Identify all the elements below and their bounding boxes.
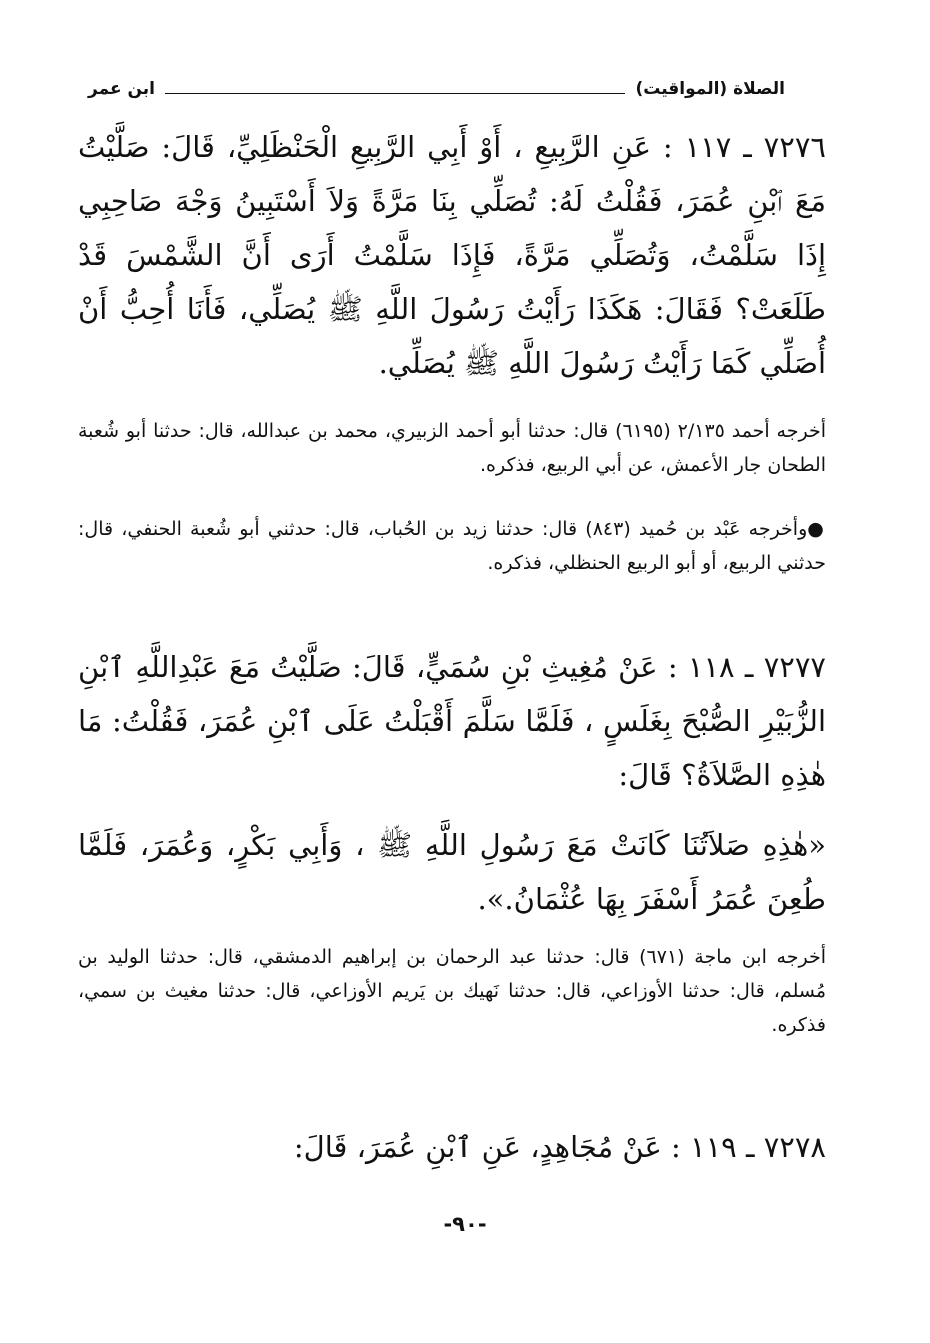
takhrij-text: أخرجه أحمد ٢/١٣٥ (٦١٩٥) قال: حدثنا أبو أحمد الزبيري، محمد بن عبدالله، قال: حدثنا أبو شُعبة الطحان جار الأعمش، عن أبي الربيع، فذكره. [78, 420, 826, 476]
hadith-number: ٧٢٧٧ ـ ١١٨ : [667, 650, 826, 684]
running-header [88, 76, 785, 102]
takhrij-note [78, 512, 826, 580]
hadith-text: عَنْ مُغِيثِ بْنِ سُمَيٍّ، قَالَ: صَلَّيْتُ مَعَ عَبْدِاللَّهِ ٱبْنِ الزُّبَيْرِ الصُّبْحَ بِغَلَسٍ ، فَلَمَّا سَلَّمَ أَقْبَلْتُ عَلَى ٱبْنِ عُمَرَ، فَقُلْتُ: مَا هٰذِهِ الصَّلاَةُ؟ قَالَ: [78, 650, 826, 792]
hadith-7276 [78, 120, 826, 390]
header-rule [165, 93, 625, 94]
hadith-number: ٧٢٧٦ ـ ١١٧ : [662, 130, 826, 164]
hadith-quote [78, 818, 826, 926]
takhrij-note [78, 940, 826, 1042]
takhrij-text: أخرجه ابن ماجة (٦٧١) قال: حدثنا عبد الرحمان بن إبراهيم الدمشقي، قال: حدثنا الوليد بن مُسلم، قال: حدثنا الأوزاعي، قال: حدثنا نَهيك بن يَريم الأوزاعي، قال: حدثنا مغيث بن سمي، فذكره. [78, 946, 826, 1036]
author-title: ابن عمر [88, 79, 156, 99]
chapter-title: الصلاة (المواقيت) [635, 79, 785, 99]
hadith-quote-text: «هٰذِهِ صَلاَتُنَا كَانَتْ مَعَ رَسُولِ اللَّهِ ﷺ ، وَأَبِي بَكْرٍ، وَعُمَرَ، فَلَمَّا طُعِنَ عُمَرُ أَسْفَرَ بِهَا عُثْمَانُ.». [78, 828, 826, 916]
takhrij-text: وأخرجه عَبْد بن حُميد (٨٤٣) قال: حدثنا زيد بن الحُباب، قال: حدثني أبو شُعبة الحنفي، قال: حدثني الربيع، أو أبو الربيع الحنظلي، فذكره. [78, 518, 826, 574]
page-number: -٩٠- [443, 1212, 487, 1236]
hadith-7278 [78, 1120, 826, 1174]
hadith-text: عَنِ الرَّبِيعِ ، أَوْ أَبِي الرَّبِيعِ الْحَنْظَلِيِّ، قَالَ: صَلَّيْتُ مَعَ ٱبْنِ عُمَرَ، فَقُلْتُ لَهُ: تُصَلِّي بِنَا مَرَّةً وَلاَ أَسْتَبِينُ وَجْهَ صَاحِبِي إِذَا سَلَّمْتُ، وَتُصَلِّي مَرَّةً، فَإِذَا سَلَّمْتُ أَرَى أَنَّ الشَّمْسَ قَدْ طَلَعَتْ؟ فَقَالَ: هَكَذَا رَأَيْتُ رَسُولَ اللَّهِ ﷺ يُصَلِّي، فَأَنَا أُحِبُّ أَنْ أُصَلِّي كَمَا رَأَيْتُ رَسُولَ اللَّهِ ﷺ يُصَلِّي. [78, 130, 826, 380]
hadith-text: عَنْ مُجَاهِدٍ، عَنِ ٱبْنِ عُمَرَ، قَالَ: [293, 1130, 662, 1164]
hadith-7277 [78, 640, 826, 802]
bullet-marker: ● [807, 518, 826, 540]
takhrij-note [78, 414, 826, 482]
hadith-number: ٧٢٧٨ ـ ١١٩ : [671, 1130, 826, 1164]
